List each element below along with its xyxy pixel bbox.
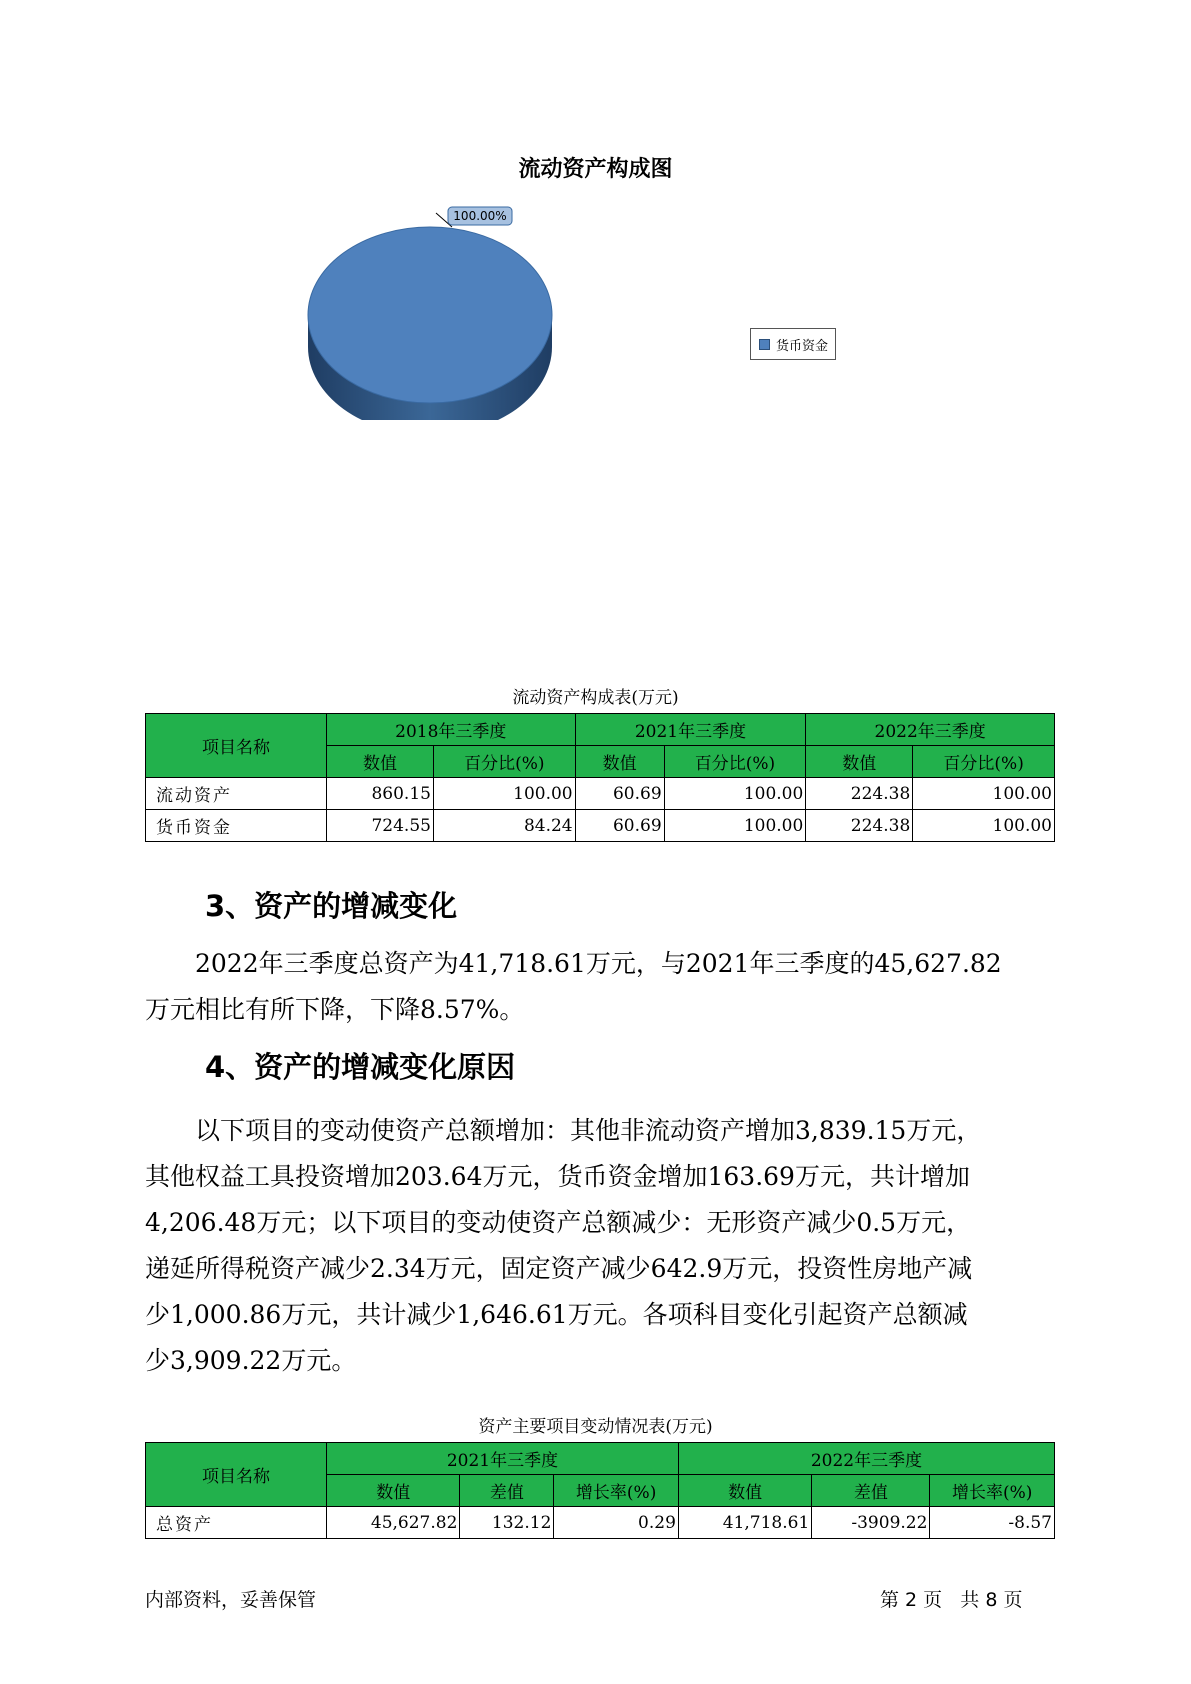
table-row <box>146 778 1055 810</box>
current-assets-table <box>145 713 1055 842</box>
sub-header: 差值 <box>460 1475 554 1507</box>
sub-header: 百分比(%) <box>664 746 806 778</box>
cell: 100.00 <box>664 778 806 810</box>
table1-caption: 流动资产构成表(万元) <box>512 688 679 708</box>
chart-title: 流动资产构成图 <box>518 157 673 182</box>
sub-header: 增长率(%) <box>930 1475 1055 1507</box>
col-name-header: 项目名称 <box>146 1443 327 1507</box>
cell: 84.24 <box>433 810 575 842</box>
text-line: 少1,000.86万元，共计减少1,646.61万元。各项科目变化引起资产总额减 <box>145 1300 968 1329</box>
cell: 100.00 <box>913 778 1055 810</box>
chart-legend <box>750 328 836 360</box>
cell: 132.12 <box>460 1507 554 1539</box>
pie-slice <box>308 227 552 403</box>
period-header: 2018年三季度 <box>327 714 576 746</box>
cell: 41,718.61 <box>678 1507 811 1539</box>
table2-caption: 资产主要项目变动情况表(万元) <box>478 1417 713 1437</box>
text-line: 其他权益工具投资增加203.64万元，货币资金增加163.69万元，共计增加 <box>145 1162 970 1191</box>
sub-header: 数值 <box>678 1475 811 1507</box>
text-line: 2022年三季度总资产为41,718.61万元，与2021年三季度的45,627.82 <box>145 949 1002 978</box>
legend-swatch <box>759 339 770 350</box>
cell: 860.15 <box>327 778 434 810</box>
period-header: 2022年三季度 <box>806 714 1055 746</box>
page-number: 第 2 页 共 8 页 <box>880 1589 1023 1611</box>
cell: 100.00 <box>913 810 1055 842</box>
sub-header: 百分比(%) <box>913 746 1055 778</box>
sub-header: 数值 <box>575 746 664 778</box>
table-row <box>146 1507 1055 1539</box>
cell: 100.00 <box>664 810 806 842</box>
footer-confidential: 内部资料，妥善保管 <box>145 1589 317 1611</box>
cell: 60.69 <box>575 778 664 810</box>
cell: 45,627.82 <box>327 1507 460 1539</box>
section-heading: 4、资产的增减变化原因 <box>205 1050 516 1084</box>
cell: -8.57 <box>930 1507 1055 1539</box>
text-line: 递延所得税资产减少2.34万元，固定资产减少642.9万元，投资性房地产减 <box>145 1254 973 1283</box>
section-heading: 3、资产的增减变化 <box>205 889 458 923</box>
asset-change-table <box>145 1442 1055 1539</box>
row-name: 货币资金 <box>146 810 327 842</box>
period-header: 2022年三季度 <box>678 1443 1054 1475</box>
pie-chart <box>290 200 630 420</box>
pie-data-label: 100.00% <box>453 209 507 223</box>
table-row <box>146 810 1055 842</box>
legend-label: 货币资金 <box>776 338 829 354</box>
cell: 100.00 <box>433 778 575 810</box>
sub-header: 数值 <box>327 1475 460 1507</box>
row-name: 流动资产 <box>146 778 327 810</box>
cell: 224.38 <box>806 778 913 810</box>
text-line: 以下项目的变动使资产总额增加：其他非流动资产增加3,839.15万元， <box>145 1116 982 1145</box>
cell: 0.29 <box>554 1507 679 1539</box>
row-name: 总资产 <box>146 1507 327 1539</box>
period-header: 2021年三季度 <box>575 714 806 746</box>
cell: 60.69 <box>575 810 664 842</box>
period-header: 2021年三季度 <box>327 1443 679 1475</box>
text-line: 少3,909.22万元。 <box>145 1346 357 1375</box>
cell: 724.55 <box>327 810 434 842</box>
paragraph <box>145 941 1050 1033</box>
sub-header: 差值 <box>812 1475 930 1507</box>
sub-header: 百分比(%) <box>433 746 575 778</box>
sub-header: 数值 <box>806 746 913 778</box>
sub-header: 数值 <box>327 746 434 778</box>
text-line: 万元相比有所下降，下降8.57%。 <box>145 995 525 1024</box>
paragraph <box>145 1108 1050 1384</box>
cell: 224.38 <box>806 810 913 842</box>
col-name-header: 项目名称 <box>146 714 327 778</box>
cell: -3909.22 <box>812 1507 930 1539</box>
sub-header: 增长率(%) <box>554 1475 679 1507</box>
text-line: 4,206.48万元；以下项目的变动使资产总额减少：无形资产减少0.5万元， <box>145 1208 972 1237</box>
